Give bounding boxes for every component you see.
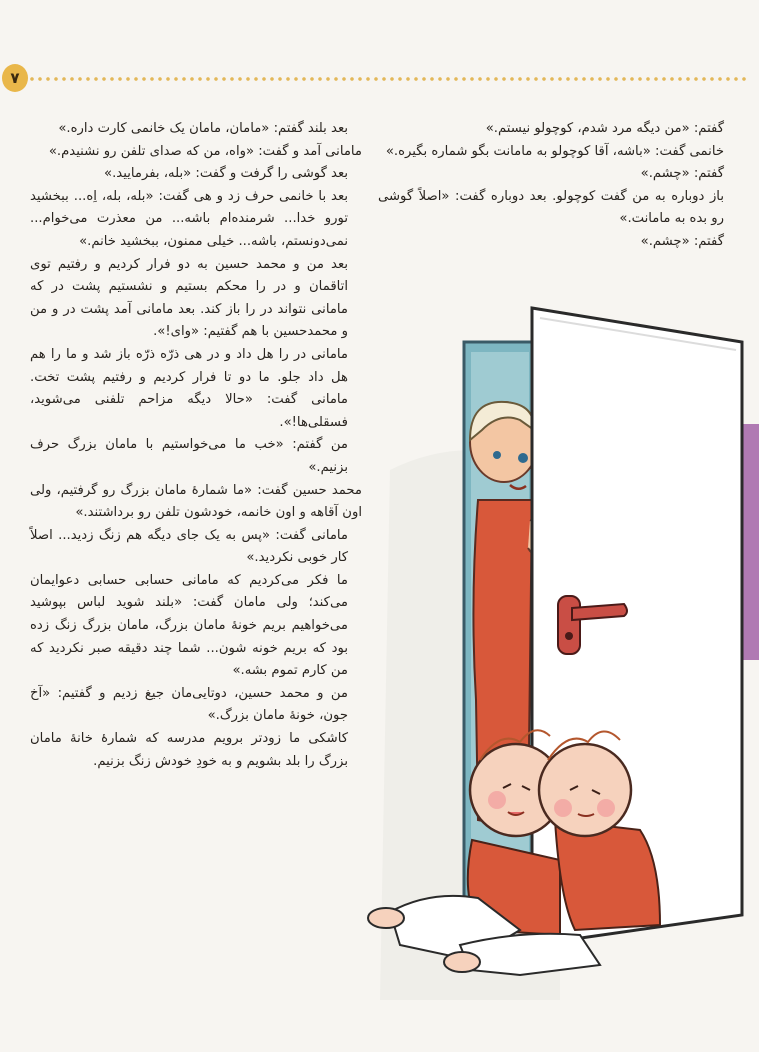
paragraph: محمد حسین گفت: «ما شمارهٔ مامان بزرگ رو گرفتیم، ولی اون آقاهه و اون خانمه، خودشون تلفن رو برداشتند.» <box>30 482 362 521</box>
paragraph: بعد گوشی را گرفت و گفت: «بله، بفرمایید.» <box>104 166 348 182</box>
paragraph: من و محمد حسین، دوتایی‌مان جیغ زدیم و گفتیم: «آخ جون، خونهٔ مامان بزرگ.» <box>30 685 348 724</box>
paragraph: گفتم: «من دیگه مرد شدم، کوچولو نیستم.» <box>485 121 724 136</box>
paragraph: مامانی آمد و گفت: «واه، من که صدای تلفن رو نشنیدم.» <box>48 143 362 159</box>
page-number: ۷ <box>2 64 28 92</box>
paragraph: باز دوباره به من گفت کوچولو. بعد دوباره گفت: «اصلاً گوشی رو بده به مامانت.» <box>378 188 724 227</box>
paragraph: بعد با خانمی حرف زد و هی گفت: «بله، بله، اِه... ببخشید تورو خدا... شرمنده‌ام باشه... من معذرت می‌خوام... نمی‌دونستم، باشه... خیلی ممنون، ببخشید خانم.» <box>30 188 348 249</box>
paragraph: مامانی در را هل داد و در هی ذرّه ذرّه باز شد و ما را هم هل داد جلو. ما دو تا فرار کردیم و رفتیم پشت تخت. مامانی گفت: «حالا دیگه مزاحم تلفنی می‌شوید، فسقلی‌ها!». <box>30 346 348 430</box>
paragraph: بعد من و محمد حسین به دو فرار کردیم و رفتیم توی اتاقمان و در را محکم بستیم و نشستیم پشت در که مامانی نتواند در را باز کند. بعد مامانی آمد پشت در و من و محمدحسین با هم گفتیم: «وای!». <box>30 256 348 340</box>
paragraph: گفتم: «چشم.» <box>640 166 724 182</box>
paragraph: کاشکی ما زودتر برویم مدرسه که شمارهٔ خانهٔ مامان بزرگ را بلد بشویم و به خودِ خودش زنگ بزنیم. <box>30 731 348 769</box>
paragraph: مامانی گفت: «پس به یک جای دیگه هم زنگ زدید... اصلاً کار خوبی نکردید.» <box>30 527 348 566</box>
paragraph: خانمی گفت: «باشه، آقا کوچولو به مامانت بگو شماره بگیره.» <box>385 143 724 159</box>
paragraph: من گفتم: «خب ما می‌خواستیم با مامان بزرگ حرف بزنیم.» <box>30 437 348 475</box>
paragraph: بعد بلند گفتم: «مامان، مامان یک خانمی کارت داره.» <box>58 121 348 136</box>
paragraph: ما فکر می‌کردیم که مامانی حسابی حسابی دعوایمان می‌کند؛ ولی مامان گفت: «بلند شوید لباس بپوشید می‌خواهیم بریم خونهٔ مامان بزرگ، مامان بزرگ زنگ زده بود که بریم خونه شون... شما چند دقیقه صبر نکردید که من کارم تموم بشه.» <box>30 572 348 679</box>
paragraph: گفتم: «چشم.» <box>640 233 724 249</box>
